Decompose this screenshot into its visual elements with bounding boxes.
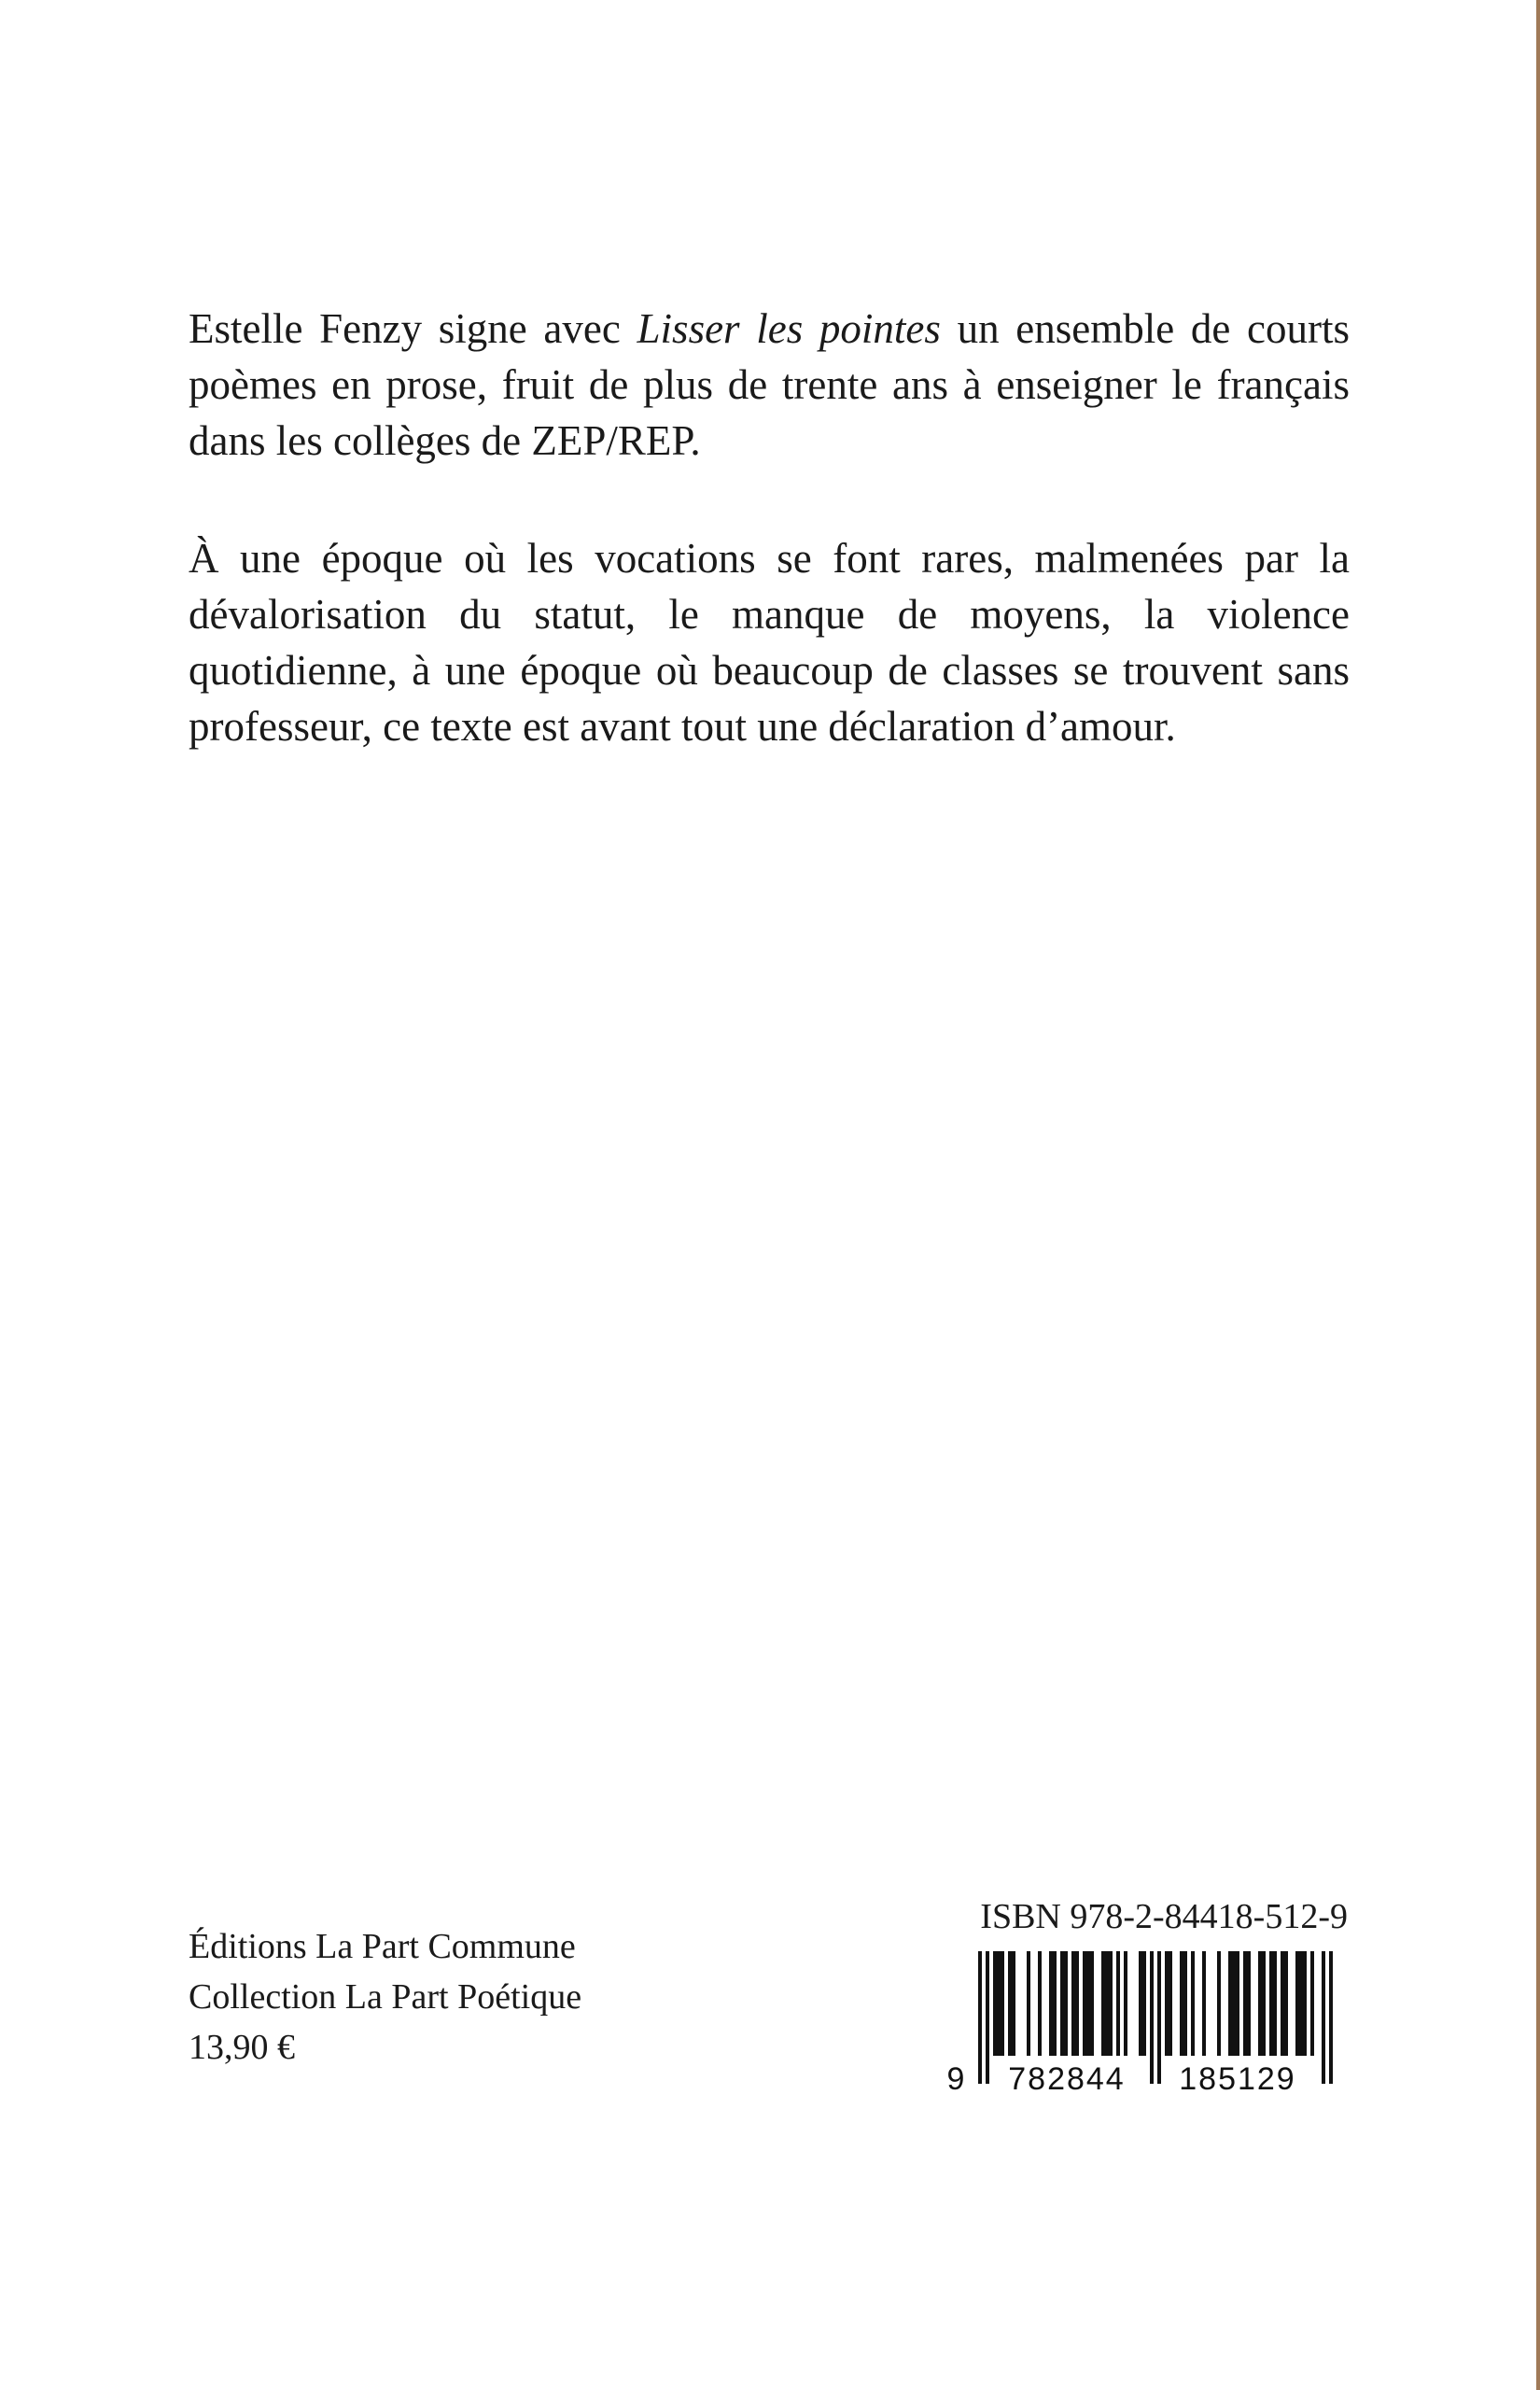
barcode-bar (1217, 1951, 1221, 2056)
barcode-bar (1105, 1951, 1109, 2056)
barcode-bar (1310, 1951, 1314, 2056)
barcode-bar (1247, 1951, 1251, 2056)
barcode-bar (1165, 1951, 1169, 2056)
barcode-bar (1083, 1951, 1086, 2056)
publisher-name: Éditions La Part Commune (189, 1927, 576, 1966)
barcode-bar (1086, 1951, 1090, 2056)
barcode-bar (993, 1951, 997, 2056)
barcode-bar (1049, 1951, 1053, 2056)
blurb-paragraph-2: À une époque où les vocations se font rares, malmenées par la dévalorisation du statut, le manque de moyens, la violence quotidienne, à une époque où beaucoup de classes se trouvent sans professeur, ce texte est avant tout une déclaration d’amour. (189, 535, 1350, 750)
barcode-bar (1322, 1951, 1325, 2084)
barcode-bar (1169, 1951, 1172, 2056)
barcode-bar (1295, 1951, 1299, 2056)
book-title: Lisser les pointes (637, 305, 941, 352)
barcode-bar (1329, 1951, 1333, 2084)
back-cover-blurb (189, 301, 1350, 754)
barcode-bar (1232, 1951, 1236, 2056)
barcode-icon (945, 1947, 1355, 2097)
barcode-bar (1243, 1951, 1247, 2056)
blurb-p1-intro: Estelle Fenzy signe avec (189, 305, 637, 352)
barcode-bar (1258, 1951, 1262, 2056)
barcode-bar (1075, 1951, 1079, 2056)
barcode-bar (1299, 1951, 1303, 2056)
barcode-bar (1012, 1951, 1015, 2056)
barcode-digits-right: 185129 (1179, 2061, 1296, 2097)
barcode-bar (1090, 1951, 1094, 2056)
barcode-bar (1150, 1951, 1154, 2084)
barcode-bar (1262, 1951, 1266, 2056)
barcode-bar (1027, 1951, 1030, 2056)
barcode-bar (1060, 1951, 1064, 2056)
barcode-bar (997, 1951, 1001, 2056)
barcode-bar (1236, 1951, 1239, 2056)
barcode-bar (1228, 1951, 1232, 2056)
barcode-bar (1038, 1951, 1042, 2056)
barcode-bar (1001, 1951, 1004, 2056)
collection-name: Collection La Part Poétique (189, 1977, 582, 2017)
barcode-bar (1303, 1951, 1307, 2056)
barcode-bar (1183, 1951, 1187, 2056)
imprint (189, 1921, 581, 2073)
spine-edge (1536, 0, 1540, 2390)
barcode-bar (986, 1951, 989, 2084)
price: 13,90 € (189, 2028, 295, 2067)
barcode-bar (1116, 1951, 1120, 2056)
blurb-p1-rest: un ensemble de courts poèmes en prose, fruit de plus de trente ans à enseigner le français dans les collèges de ZEP/REP. (189, 305, 1350, 464)
barcode-bar (1139, 1951, 1142, 2056)
barcode-bar (978, 1951, 982, 2084)
barcode-digit-first: 9 (946, 2061, 965, 2097)
barcode-bar (1053, 1951, 1057, 2056)
barcode-bar (1064, 1951, 1068, 2056)
isbn-block (945, 1895, 1355, 2097)
barcode-bar (1180, 1951, 1183, 2056)
blurb-paragraph-1 (189, 301, 1350, 469)
barcode-bar (1109, 1951, 1113, 2056)
barcode-bar (1124, 1951, 1127, 2056)
barcode-bar (1269, 1951, 1273, 2056)
barcode-bar (1202, 1951, 1206, 2056)
barcode-bar (1281, 1951, 1284, 2056)
barcode-bar (1101, 1951, 1105, 2056)
barcode-bar (1142, 1951, 1146, 2056)
isbn-label: ISBN 978-2-84418-512-9 (980, 1897, 1348, 1936)
barcode-bar (1191, 1951, 1195, 2056)
barcode-bar (1157, 1951, 1161, 2084)
barcode-bar (1008, 1951, 1012, 2056)
barcode-bar (1273, 1951, 1277, 2056)
barcode-digits-left: 782844 (1008, 2061, 1126, 2097)
barcode-bar (1071, 1951, 1075, 2056)
barcode-bar (1284, 1951, 1288, 2056)
